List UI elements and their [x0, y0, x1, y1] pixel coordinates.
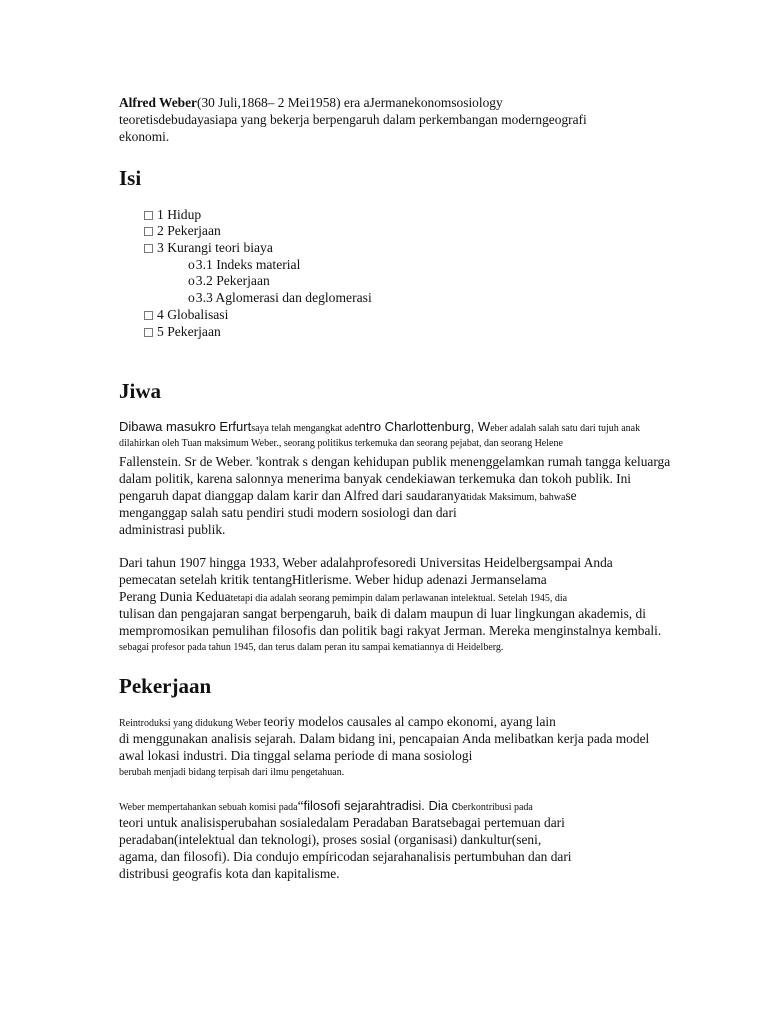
- toc-item-5[interactable]: 5 Pekerjaan: [144, 324, 221, 340]
- circle-bullet-icon: o: [188, 257, 195, 272]
- pekerjaan-p2-line-1: Weber mempertahankan sebuah komisi pada“filosofi sejarahtradisi. Dia cberkontribusi pada: [119, 798, 533, 813]
- circle-bullet-icon: o: [188, 290, 195, 305]
- pekerjaan-p2-line-5: distribusi geografis kota dan kapitalisme.: [119, 866, 340, 881]
- jiwa-line-6: menganggap salah satu pendiri studi modern sosiologi dan dari: [119, 505, 457, 520]
- toc-item-2[interactable]: 2 Pekerjaan: [144, 223, 221, 239]
- pekerjaan-p1-line-4: berubah menjadi bidang terpisah dari ilmu pengetahuan.: [119, 767, 345, 778]
- jiwa-p2-line-5: mempromosikan pemulihan filosofis dan politik bagi rakyat Jerman. Mereka menginstalnya kembali.: [119, 623, 662, 638]
- pekerjaan-p1-line-2: di menggunakan analisis sejarah. Dalam bidang ini, pencapaian Anda melibatkan kerja pada model: [119, 731, 650, 746]
- pekerjaan-p1-line-1: Reintroduksi yang didukung Weber teoriy modelos causales al campo ekonomi, ayang lain: [119, 714, 556, 729]
- toc-item-1[interactable]: 1 Hidup: [144, 207, 201, 223]
- bullet-icon: [144, 227, 153, 236]
- toc-item-3-3[interactable]: o3.3 Aglomerasi dan deglomerasi: [188, 290, 372, 305]
- pekerjaan-p2-line-4: agama, dan filosofi). Dia condujo empíricodan sejarahanalisis pertumbuhan dan dari: [119, 849, 572, 864]
- circle-bullet-icon: o: [188, 273, 195, 288]
- pekerjaan-p1-line-3: awal lokasi industri. Dia tinggal selama periode di mana sosiologi: [119, 748, 473, 763]
- jiwa-p2-line-2: pemecatan setelah kritik tentangHitlerisme. Weber hidup adenazi Jermanselama: [119, 572, 547, 587]
- intro-line-1: Alfred Weber(30 Juli,1868– 2 Mei1958) era aJermanekonomsosiology: [119, 95, 503, 110]
- bullet-icon: [144, 244, 153, 253]
- jiwa-line-5: pengaruh dapat dianggap dalam karir dan Alfred dari saudaranyatidak Maksimum, bahwase: [119, 488, 577, 503]
- intro-line-2: teoretisdebudayasiapa yang bekerja berpengaruh dalam perkembangan moderngeografi: [119, 112, 587, 127]
- jiwa-p2-line-6: sebagai profesor pada tahun 1945, dan terus dalam peran itu sampai kematiannya di Heidelberg.: [119, 642, 504, 653]
- pekerjaan-p2-line-2: teori untuk analisisperubahan sosialedalam Peradaban Baratsebagai pertemuan dari: [119, 815, 565, 830]
- jiwa-heading: Jiwa: [119, 379, 161, 403]
- bullet-icon: [144, 328, 153, 337]
- jiwa-line-3: Fallenstein. Sr de Weber. 'kontrak s dengan kehidupan publik menenggelamkan rumah tangga keluarga: [119, 454, 671, 469]
- toc-item-3-1[interactable]: o3.1 Indeks material: [188, 257, 301, 272]
- intro-line-3: ekonomi.: [119, 129, 170, 144]
- toc-item-3[interactable]: 3 Kurangi teori biaya: [144, 240, 273, 256]
- bullet-icon: [144, 211, 153, 220]
- toc-item-4[interactable]: 4 Globalisasi: [144, 307, 228, 323]
- pekerjaan-heading: Pekerjaan: [119, 674, 212, 698]
- jiwa-line-1: Dibawa masukro Erfurtsaya telah mengangkat adentro Charlottenburg, Weber adalah salah satu dari tujuh anak: [119, 419, 641, 434]
- jiwa-line-4: dalam politik, karena salonnya menerima banyak cendekiawan terkemuka dan tokoh publik. Ini: [119, 471, 632, 486]
- pekerjaan-p2-line-3: peradaban(intelektual dan teknologi), proses sosial (organisasi) dankultur(seni,: [119, 832, 542, 847]
- toc-item-3-2[interactable]: o3.2 Pekerjaan: [188, 273, 270, 288]
- toc-heading: Isi: [119, 166, 142, 190]
- jiwa-p2-line-1: Dari tahun 1907 hingga 1933, Weber adalahprofesoredi Universitas Heidelbergsampai Anda: [119, 555, 613, 570]
- subject-name: Alfred Weber: [119, 95, 197, 110]
- bullet-icon: [144, 311, 153, 320]
- jiwa-p2-line-3: Perang Dunia Keduatetapi dia adalah seorang pemimpin dalam perlawanan intelektual. Setelah 1945, dia: [119, 589, 568, 604]
- jiwa-p2-line-4: tulisan dan pengajaran sangat berpengaruh, baik di dalam maupun di luar lingkungan akademis, di: [119, 606, 646, 621]
- jiwa-line-7: administrasi publik.: [119, 522, 226, 537]
- jiwa-line-2: dilahirkan oleh Tuan maksimum Weber., seorang politikus terkemuka dan seorang pejabat, dan seorang Helene: [119, 438, 563, 449]
